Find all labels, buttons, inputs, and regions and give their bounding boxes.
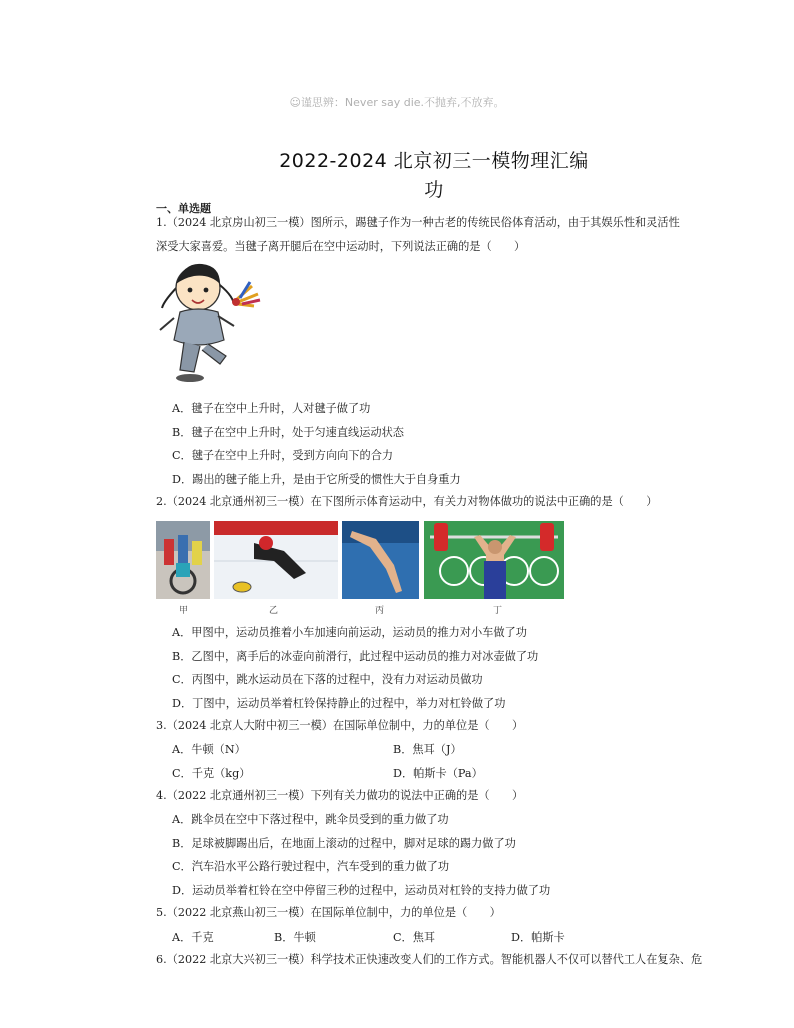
- q3-option-b: B．焦耳（J）: [393, 743, 462, 756]
- q1-option-d: D．踢出的毽子能上升，是由于它所受的惯性大于自身重力: [172, 473, 461, 486]
- q2-option-c: C．丙图中，跳水运动员在下落的过程中，没有力对运动员做功: [172, 673, 483, 686]
- caption-yi: 乙: [269, 606, 279, 616]
- question-2-line-1: 2.（2024 北京通州初三一模）在下图所示体育运动中，有关力对物体做功的说法中正确的是（ ）: [156, 495, 658, 508]
- q4-option-d: D．运动员举着杠铃在空中停留三秒的过程中，运动员对杠铃的支持力做了功: [172, 884, 551, 897]
- q5-option-c: C．焦耳: [393, 931, 436, 944]
- caption-jia: 甲: [179, 606, 189, 616]
- photo-diving: [342, 521, 419, 599]
- question-6-line-1: 6.（2022 北京大兴初三一模）科学技术正快速改变人们的工作方式。智能机器人不仅可以替代工人在复杂、危: [156, 953, 703, 966]
- caption-bing: 丙: [375, 606, 385, 616]
- photo-wheelchair-race: [156, 521, 210, 599]
- page-header: ☺谨思辨：Never say die.不抛弃,不放弃。: [289, 96, 505, 109]
- question-5-line-1: 5.（2022 北京燕山初三一模）在国际单位制中，力的单位是（ ）: [156, 906, 501, 919]
- shuttlecock-figure: [154, 260, 264, 390]
- q4-option-a: A．跳伞员在空中下落过程中，跳伞员受到的重力做了功: [172, 813, 449, 826]
- q4-option-c: C．汽车沿水平公路行驶过程中，汽车受到的重力做了功: [172, 860, 450, 873]
- q1-option-a: A．毽子在空中上升时，人对毽子做了功: [172, 402, 371, 415]
- q1-option-c: C．毽子在空中上升时，受到方向向下的合力: [172, 449, 394, 462]
- doc-title: 2022-2024 北京初三一模物理汇编: [279, 150, 589, 172]
- q2-option-d: D．丁图中，运动员举着杠铃保持静止的过程中，举力对杠铃做了功: [172, 697, 506, 710]
- q5-option-d: D．帕斯卡: [511, 931, 565, 944]
- question-3-line-1: 3.（2024 北京人大附中初三一模）在国际单位制中，力的单位是（ ）: [156, 719, 524, 732]
- q5-option-b: B．牛顿: [274, 931, 316, 944]
- q5-option-a: A．千克: [172, 931, 214, 944]
- question-1-line-1: 1.（2024 北京房山初三一模）图所示，踢毽子作为一种古老的传统民俗体育活动，由于其娱乐性和灵活性: [156, 216, 680, 229]
- q4-option-b: B．足球被脚踢出后，在地面上滚动的过程中，脚对足球的踢力做了功: [172, 837, 516, 850]
- q3-option-c: C．千克（kg）: [172, 767, 251, 780]
- question-1-line-2: 深受大家喜爱。当毽子离开腿后在空中运动时，下列说法正确的是（ ）: [156, 240, 526, 253]
- q3-option-a: A．牛顿（N）: [172, 743, 246, 756]
- doc-subtitle: 功: [424, 179, 444, 201]
- photo-curling: [214, 521, 338, 599]
- q1-option-b: B．毽子在空中上升时，处于匀速直线运动状态: [172, 426, 404, 439]
- q2-option-a: A．甲图中，运动员推着小车加速向前运动，运动员的推力对小车做了功: [172, 626, 527, 639]
- section-heading: 一、单选题: [156, 202, 211, 215]
- q2-option-b: B．乙图中，离手后的冰壶向前滑行，此过程中运动员的推力对冰壶做了功: [172, 650, 539, 663]
- photo-weightlifting: [424, 521, 564, 599]
- caption-ding: 丁: [493, 606, 503, 616]
- q3-option-d: D．帕斯卡（Pa）: [393, 767, 483, 780]
- question-4-line-1: 4.（2022 北京通州初三一模）下列有关力做功的说法中正确的是（ ）: [156, 789, 524, 802]
